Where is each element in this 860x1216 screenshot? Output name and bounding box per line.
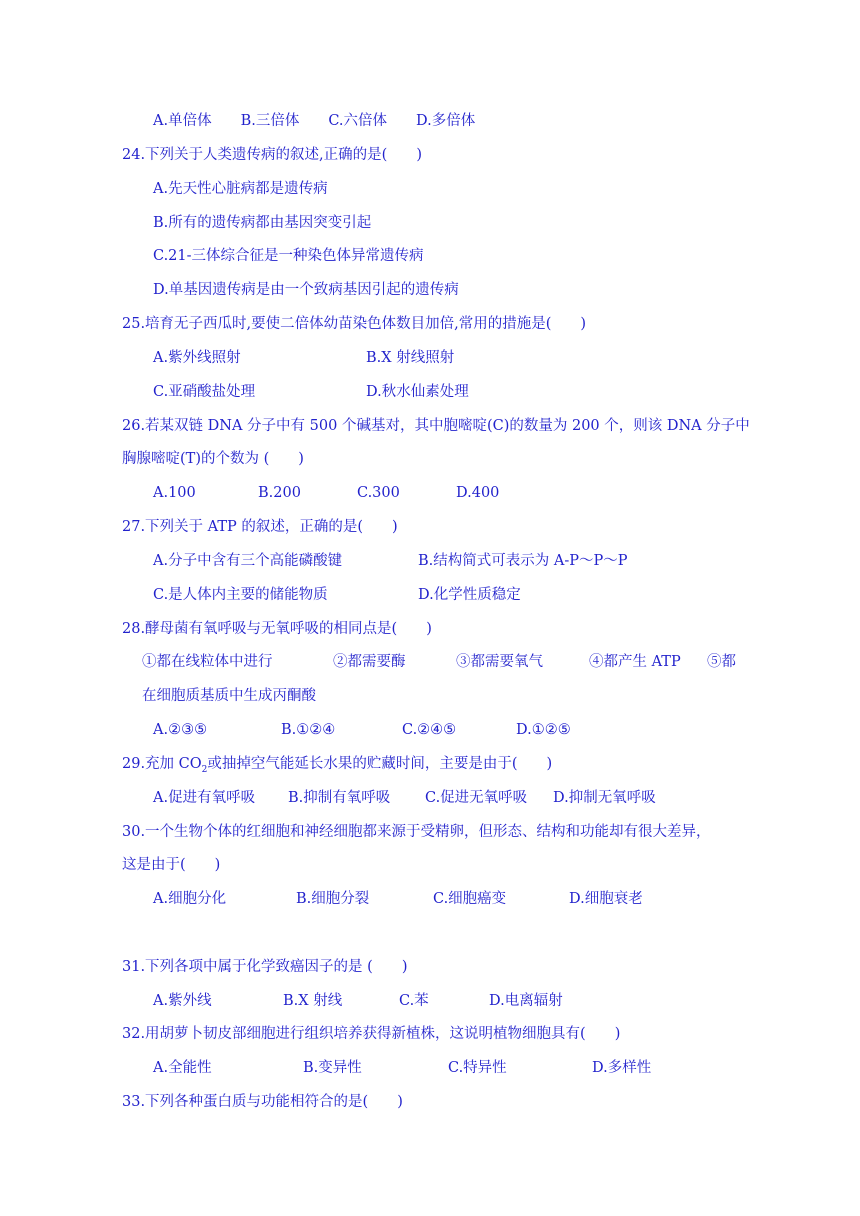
q27-stem: 27.下列关于 ATP 的叙述，正确的是( ) — [122, 519, 398, 535]
q23-options: A.单倍体 B.三倍体 C.六倍体 D.多倍体 — [153, 113, 476, 129]
q31-option-a: A.紫外线 — [153, 993, 212, 1009]
q32-option-c: C.特异性 — [448, 1060, 507, 1076]
q33-stem: 33.下列各种蛋白质与功能相符合的是( ) — [122, 1094, 403, 1110]
q25-stem: 25.培育无子西瓜时,要使二倍体幼苗染色体数目加倍,常用的措施是( ) — [122, 316, 587, 332]
q28-stem: 28.酵母菌有氧呼吸与无氧呼吸的相同点是( ) — [122, 621, 432, 637]
q24-option-d: D.单基因遗传病是由一个致病基因引起的遗传病 — [153, 282, 459, 298]
q31-option-c: C.苯 — [399, 993, 429, 1009]
q30-option-d: D.细胞衰老 — [569, 891, 643, 907]
q30-option-b: B.细胞分裂 — [296, 891, 370, 907]
q30-stem: 30.一个生物个体的红细胞和神经细胞都来源于受精卵，但形态、结构和功能却有很大差异， — [122, 824, 711, 840]
q32-stem: 32.用胡萝卜韧皮部细胞进行组织培养获得新植株，这说明植物细胞具有( ) — [122, 1026, 621, 1042]
q29-option-c: C.促进无氧呼吸 — [425, 790, 528, 806]
q29-subscript: 2 — [201, 764, 208, 775]
q32-option-d: D.多样性 — [592, 1060, 652, 1076]
q26-stem-cont: 胸腺嘧啶(T)的个数为 ( ) — [122, 451, 304, 467]
q29-option-b: B.抑制有氧呼吸 — [288, 790, 391, 806]
q28-statement-5-cont: 在细胞质基质中生成丙酮酸 — [142, 688, 316, 704]
q25-option-b: B.X 射线照射 — [366, 350, 455, 366]
q29-option-a: A.促进有氧呼吸 — [153, 790, 256, 806]
q29-stem-post: 或抽掉空气能延长水果的贮藏时间，主要是由于( ) — [207, 756, 553, 772]
q29-stem-pre: 29.充加 CO — [122, 756, 202, 772]
q28-statement-2: ②都需要酶 — [333, 654, 406, 670]
q25-option-c: C.亚硝酸盐处理 — [153, 384, 256, 400]
q28-option-b: B.①②④ — [281, 722, 336, 738]
q26-option-c: C.300 — [357, 485, 400, 501]
q28-statement-5: ⑤都 — [707, 654, 736, 670]
q26-option-d: D.400 — [456, 485, 500, 501]
q28-option-d: D.①②⑤ — [516, 722, 571, 738]
q28-statement-3: ③都需要氧气 — [456, 654, 543, 670]
q28-option-c: C.②④⑤ — [402, 722, 457, 738]
q32-option-b: B.变异性 — [303, 1060, 362, 1076]
q25-option-d: D.秋水仙素处理 — [366, 384, 469, 400]
q32-option-a: A.全能性 — [153, 1060, 212, 1076]
q30-option-c: C.细胞癌变 — [433, 891, 507, 907]
q29-option-d: D.抑制无氧呼吸 — [553, 790, 656, 806]
q27-option-d: D.化学性质稳定 — [418, 587, 521, 603]
q26-option-a: A.100 — [153, 485, 196, 501]
q26-option-b: B.200 — [258, 485, 301, 501]
q27-option-c: C.是人体内主要的储能物质 — [153, 587, 328, 603]
q28-option-a: A.②③⑤ — [153, 722, 208, 738]
q31-option-b: B.X 射线 — [283, 993, 343, 1009]
q30-option-a: A.细胞分化 — [153, 891, 227, 907]
q26-stem: 26.若某双链 DNA 分子中有 500 个碱基对，其中胞嘧啶(C)的数量为 200 个，则该 DNA 分子中 — [122, 418, 750, 434]
q24-option-b: B.所有的遗传病都由基因突变引起 — [153, 215, 372, 231]
q24-option-c: C.21-三体综合征是一种染色体异常遗传病 — [153, 248, 424, 264]
q27-option-a: A.分子中含有三个高能磷酸键 — [153, 553, 343, 569]
q28-statement-4: ④都产生 ATP — [589, 654, 681, 670]
q30-stem-cont: 这是由于( ) — [122, 857, 221, 873]
q29-stem — [122, 754, 552, 780]
q31-option-d: D.电离辐射 — [489, 993, 563, 1009]
q24-stem: 24.下列关于人类遗传病的叙述,正确的是( ) — [122, 147, 422, 163]
q28-statement-1: ①都在线粒体中进行 — [142, 654, 273, 670]
q24-option-a: A.先天性心脏病都是遗传病 — [153, 181, 328, 197]
q31-stem: 31.下列各项中属于化学致癌因子的是 ( ) — [122, 959, 408, 975]
q25-option-a: A.紫外线照射 — [153, 350, 241, 366]
q27-option-b: B.结构简式可表示为 A-P～P～P — [418, 553, 628, 569]
